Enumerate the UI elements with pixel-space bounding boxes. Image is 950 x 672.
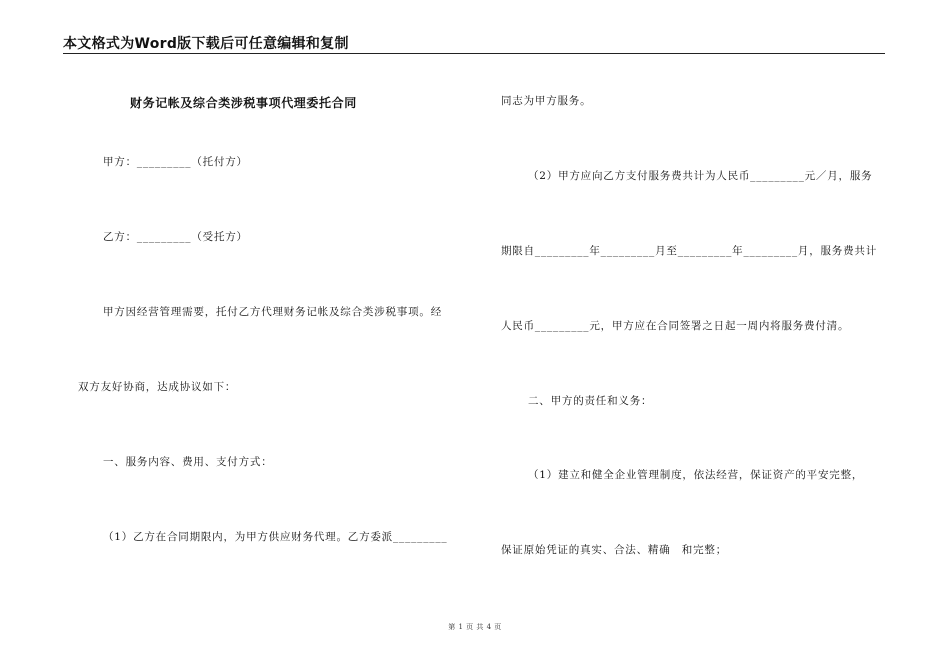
clause-2-total-line: 人民币_________元，甲方应在合同签署之日起一周内将服务费付清。 [501, 320, 850, 332]
agreement-line: 双方友好协商，达成协议如下： [78, 381, 237, 393]
duty-1-line: （1）建立和健全企业管理制度，依法经营，保证资产的平安完整， [528, 469, 864, 481]
clause-2-term-line: 期限自_________年_________月至_________年_________月，服务费共计 [501, 245, 877, 257]
contract-title: 财务记帐及综合类涉税事项代理委托合同 [130, 96, 357, 110]
party-b-line: 乙方：_________（受托方） [103, 231, 248, 243]
right-column [475, 0, 950, 672]
section-one-heading: 一、服务内容、费用、支付方式： [103, 456, 273, 468]
clause-1-line: （1）乙方在合同期限内，为甲方供应财务代理。乙方委派_________ [103, 531, 448, 543]
section-two-heading: 二、甲方的责任和义务： [528, 395, 653, 407]
clause-1-continuation: 同志为甲方服务。 [501, 95, 592, 107]
purpose-line: 甲方因经营管理需要，托付乙方代理财务记帐及综合类涉税事项。经 [103, 306, 442, 318]
page-number: 第 1 页 共 4 页 [448, 623, 502, 631]
party-a-line: 甲方：_________（托付方） [103, 156, 248, 168]
clause-2-line: （2）甲方应向乙方支付服务费共计为人民币_________元／月，服务 [528, 170, 873, 182]
duty-1-continuation: 保证原始凭证的真实、合法、精确 和完整； [501, 544, 727, 556]
header-title: 本文格式为Word版下载后可任意编辑和复制 [63, 36, 349, 52]
